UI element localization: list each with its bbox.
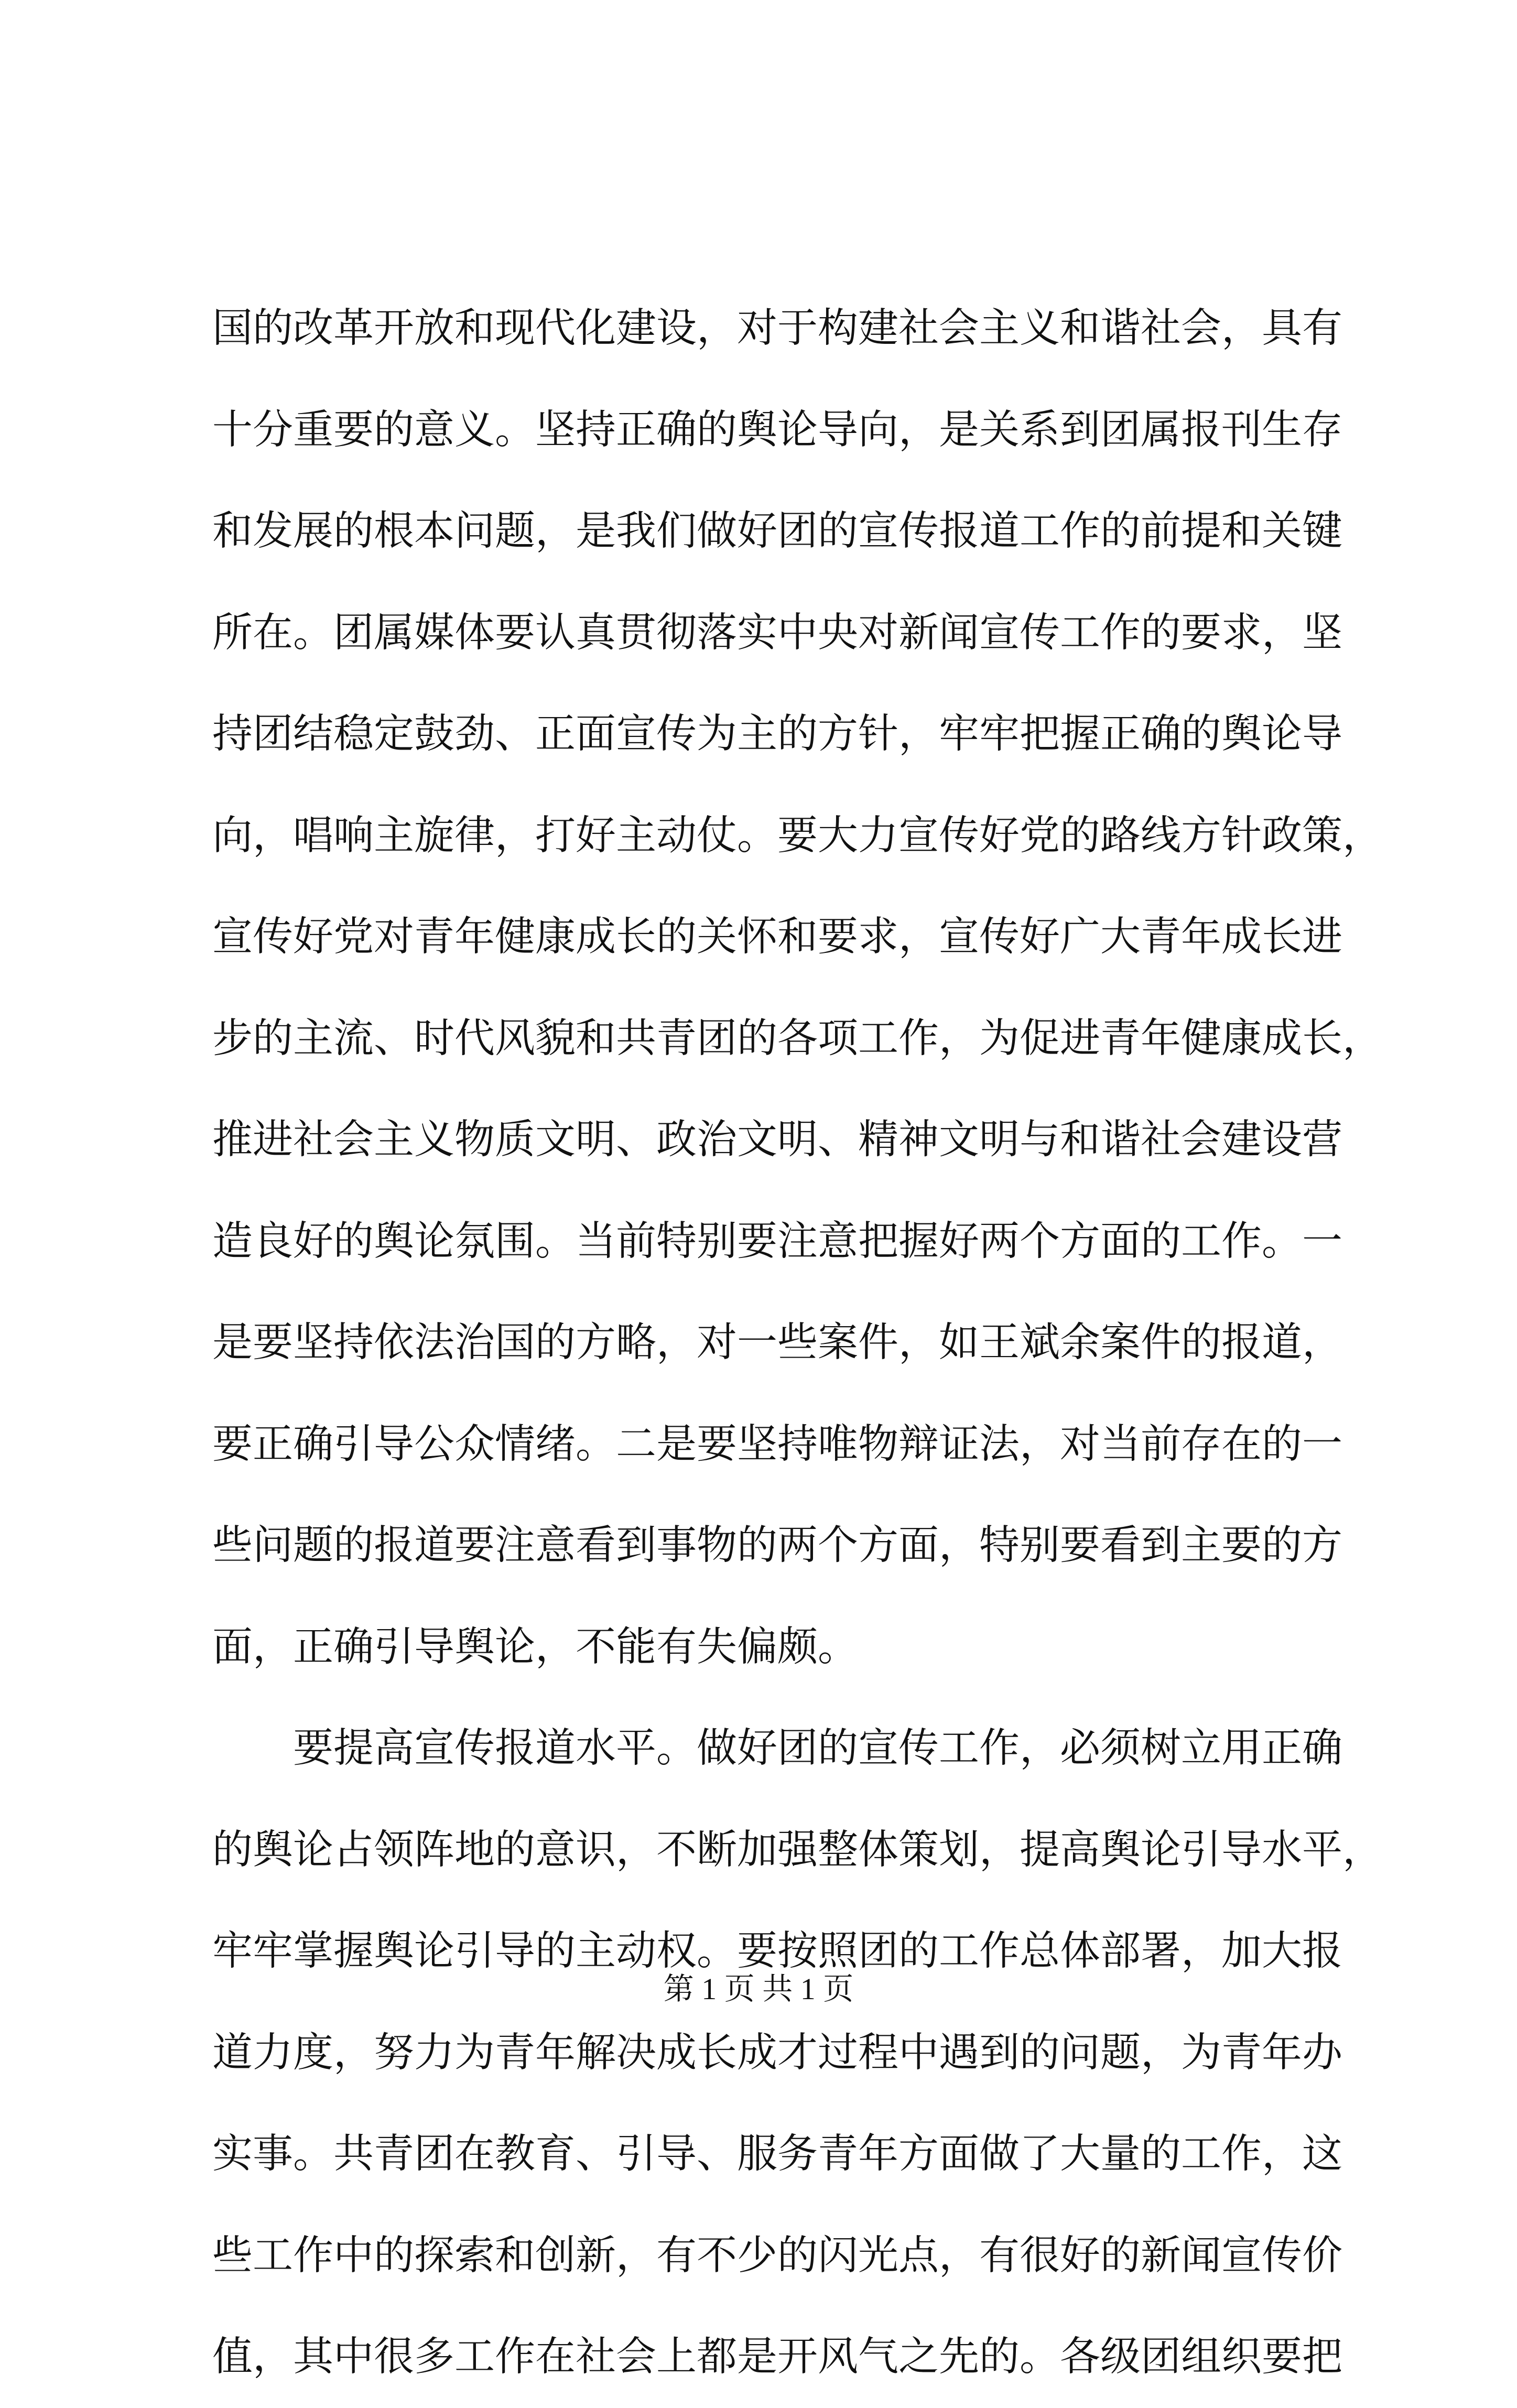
page-footer [0, 1968, 1517, 2010]
text-line: 推进社会主义物质文明、政治文明、精神文明与和谐社会建设营 [212, 1116, 1342, 1163]
paragraph-2 [212, 1698, 1383, 2408]
text-line: 和发展的根本问题，是我们做好团的宣传报道工作的前提和关键 [212, 508, 1342, 555]
page-number: 第 1 页 共 1 页 [663, 1972, 854, 2006]
text-line: 些问题的报道要注意看到事物的两个方面，特别要看到主要的方 [212, 1522, 1342, 1569]
text-line: 宣传好党对青年健康成长的关怀和要求，宣传好广大青年成长进 [212, 914, 1342, 960]
text-line: 步的主流、时代风貌和共青团的各项工作，为促进青年健康成长， [212, 1015, 1383, 1062]
text-line: 是要坚持依法治国的方略，对一些案件，如王斌余案件的报道， [212, 1319, 1342, 1366]
text-line: 十分重要的意义。坚持正确的舆论导向，是关系到团属报刊生存 [212, 406, 1342, 453]
paragraph-1 [212, 278, 1383, 1698]
text-line: 值，其中很多工作在社会上都是开风气之先的。各级团组织要把 [212, 2334, 1342, 2380]
text-line: 道力度，努力为青年解决成长成才过程中遇到的问题，为青年办 [212, 2029, 1342, 2076]
text-line: 持团结稳定鼓劲、正面宣传为主的方针，牢牢把握正确的舆论导 [212, 711, 1342, 757]
text-line: 实事。共青团在教育、引导、服务青年方面做了大量的工作，这 [212, 2131, 1342, 2177]
text-line: 要提高宣传报道水平。做好团的宣传工作，必须树立用正确 [293, 1725, 1342, 1772]
text-line: 国的改革开放和现代化建设，对于构建社会主义和谐社会，具有 [212, 305, 1342, 352]
text-line: 向，唱响主旋律，打好主动仗。要大力宣传好党的路线方针政策， [212, 812, 1383, 859]
text-line: 所在。团属媒体要认真贯彻落实中央对新闻宣传工作的要求，坚 [212, 609, 1342, 656]
text-line: 些工作中的探索和创新，有不少的闪光点，有很好的新闻宣传价 [212, 2232, 1342, 2279]
document-body [212, 278, 1383, 2408]
text-line: 面，正确引导舆论，不能有失偏颇。 [212, 1623, 858, 1671]
text-line: 要正确引导公众情绪。二是要坚持唯物辩证法，对当前存在的一 [212, 1420, 1342, 1468]
text-line: 的舆论占领阵地的意识，不断加强整体策划，提高舆论引导水平， [212, 1826, 1383, 1873]
text-line: 造良好的舆论氛围。当前特别要注意把握好两个方面的工作。一 [212, 1218, 1342, 1265]
text-line: 牢牢掌握舆论引导的主动权。要按照团的工作总体部署，加大报 [212, 1928, 1342, 1975]
